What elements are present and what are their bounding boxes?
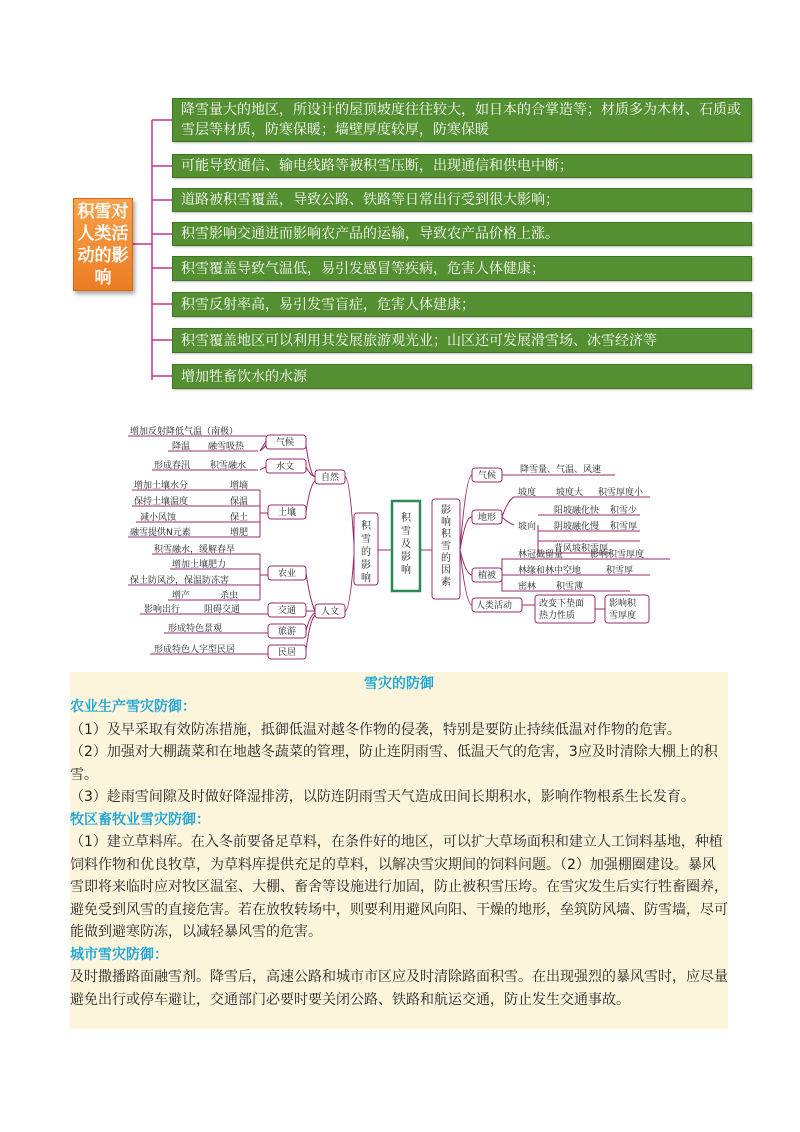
leaf-r-sunny-b: 积雪少: [610, 506, 638, 516]
root-node: 积雪对人类活动的影响: [73, 198, 133, 291]
city-item: 及时撒播路面融雪剂。降雪后，高速公路和城市市区应及时清除路面积雪。在出现强烈的暴风雪时，应尽量避免出行或停车避让，交通部门必要时要关闭公路、铁路和航运交通，防止发生交通事故。: [70, 969, 728, 1008]
leaf-soil4-b: 增肥: [230, 528, 249, 538]
branch-livestock-water: 增加牲畜饮水的水源: [172, 364, 752, 389]
leaf-r-gap-a: 林缘和林中空地: [518, 566, 582, 576]
label-transport: 交通: [278, 606, 297, 616]
agri-item-1: （1）及早采取有效防冻措施，抵御低温对越冬作物的侵袭，特别是要防止持续低温对作物的危害。: [70, 721, 681, 738]
leaf-flood-b: 积雪融水: [210, 461, 247, 471]
agri-item-2: （2）加强对大棚蔬菜和在地越冬蔬菜的管理，防止连阴雨雪、低温天气的危害，3应及时清除大棚上的积雪。: [70, 744, 718, 783]
pasture-item: （1）建立草料库。在入冬前要备足草料，在条件好的地区，可以扩大草场面积和建立人工饲料基地，种植饲料作物和优良牧草，为草料库提供充足的草料，以解决雪灾期间的饲料问题。（2）加强棚圈建设。暴风雪即将来临时应对牧区温室、大棚、畜舍等设施进行加固，防止被积雪压垮。在雪灾发生后实行牲畜圈养，避免受到风雪的直接危害。若在放牧转场中，则要利用避风向阳、干燥的地形，垒筑防风墙、防雪墙，尽可能做到避寒防冻，以减轻暴风雪的危害。: [70, 834, 728, 940]
label-agriculture: 农业: [278, 569, 297, 579]
label-hydrology: 水文: [276, 462, 295, 472]
leaf-cooling: 增加反射降低气温（南极）: [130, 427, 239, 437]
snow-disaster-defense: [70, 672, 728, 1029]
city-heading: 城市雪灾防御：: [70, 946, 168, 963]
leaf-flood-a: 形成春汛: [154, 461, 191, 471]
label-center: 积雪及影响: [401, 513, 411, 576]
leaf-agri2: 保土防风沙，保温防冻害: [130, 576, 230, 586]
agri-heading: 农业生产雪灾防御：: [70, 699, 196, 715]
leaf-r-climate: 降雪量、气温、风速: [520, 465, 602, 475]
leaf-r-shady-a: 阴坡融化慢: [554, 522, 600, 532]
leaf-r-dense-a: 密林: [518, 582, 537, 592]
branch-health-cold: 积雪覆盖导致气温低，易引发感冒等疾病，危害人体健康；: [172, 256, 752, 281]
leaf-cooling-a: 降温: [172, 442, 191, 452]
label-human-activity: 人类活动: [476, 601, 513, 611]
label-climate-right: 气候: [478, 471, 497, 481]
leaf-r-sunny-a: 阳坡融化快: [554, 506, 600, 516]
leaf-r-shady-b: 积雪厚: [610, 522, 638, 532]
leaf-soil3-a: 减小风蚀: [140, 513, 177, 523]
leaf-soil1-a: 增加土壤水分: [134, 481, 189, 491]
leaf-r-aspect: 坡向: [518, 522, 537, 532]
mindmap2-canvas: [110, 415, 710, 665]
leaf-agri1: 增加土壤肥力: [172, 560, 227, 570]
branch-power-lines: 可能导致通信、输电线路等被积雪压断，出现通信和供电中断；: [172, 154, 752, 178]
leaf-tour: 形成特色景观: [168, 624, 223, 634]
leaf-soil3-b: 保土: [230, 513, 249, 523]
branch-agri-transport: 积雪影响交通进而影响农产品的运输，导致农产品价格上涨。: [172, 222, 752, 246]
branch-tourism: 积雪覆盖地区可以利用其发展旅游观光业；山区还可发展滑雪场、冰雪经济等: [172, 328, 752, 353]
leaf-house: 形成特色人字型民居: [154, 645, 236, 655]
label-soil: 土壤: [278, 508, 297, 518]
label-housing: 民居: [278, 648, 297, 658]
leaf-soil1-b: 增墒: [230, 481, 249, 491]
label-vegetation: 植被: [478, 571, 497, 581]
label-terrain: 地形: [478, 513, 497, 523]
pasture-heading: 牧区畜牧业雪灾防御：: [70, 811, 210, 828]
label-right-hub: 影响积雪的因素: [441, 505, 451, 588]
leaf-agri0: 积雪融水，缓解春旱: [154, 545, 236, 555]
label-climate-left: 气候: [276, 438, 295, 448]
leaf-cooling-b: 融雪吸热: [208, 442, 245, 452]
label-human: 人文: [321, 607, 340, 617]
leaf-trans-b: 阻碍交通: [204, 605, 241, 615]
label-surface-change-2: 热力性质: [539, 611, 576, 621]
leaf-r-dense-b: 积雪薄: [556, 582, 584, 592]
label-nature: 自然: [321, 473, 340, 483]
branch-snow-blindness: 积雪反射率高，易引发雪盲症，危害人体建康；: [172, 292, 752, 317]
leaf-r-slope-a: 坡度: [518, 488, 537, 498]
label-tourism: 旅游: [278, 627, 297, 637]
section-title: 雪灾的防御: [364, 676, 434, 692]
leaf-agri3-a: 增产: [172, 591, 191, 601]
label-surface-change-1: 改变下垫面: [539, 599, 585, 609]
impact-mindmap: [0, 0, 800, 400]
agri-item-3: （3）趁雨雪间隙及时做好降湿排涝，以防连阴雨雪天气造成田间长期积水，影响作物根系生长发育。: [70, 789, 695, 805]
leaf-r-slope-c: 积雪厚度小: [598, 488, 644, 498]
leaf-r-gap-b: 积雪厚: [606, 566, 634, 576]
leaf-r-slope-b: 坡度大: [556, 488, 584, 498]
leaf-r-canopy-a: 林冠截留量: [518, 550, 564, 560]
label-left-hub: 积雪的影响: [361, 521, 371, 584]
branch-road-traffic: 道路被积雪覆盖，导致公路、铁路等日常出行受到很大影响；: [172, 188, 752, 212]
leaf-soil4-a: 融雪提供N元素: [130, 528, 191, 538]
label-affect-depth-2: 雪厚度: [609, 611, 637, 621]
branch-housing: 降雪量大的地区，所设计的屋顶坡度往往较大，如日本的合掌造等；材质多为木材、石质或雪层等材质，防寒保暖；墙壁厚度较厚，防寒保暖: [172, 98, 752, 142]
leaf-trans-a: 影响出行: [144, 605, 181, 615]
label-affect-depth-1: 影响积: [609, 599, 637, 609]
leaf-r-lee: 背风坡积雪厚: [554, 544, 609, 554]
leaf-agri3-b: 杀虫: [220, 591, 239, 601]
leaf-soil2-b: 保温: [230, 497, 249, 507]
snow-factors-mindmap: [110, 415, 710, 665]
leaf-soil2-a: 保持土壤温度: [134, 497, 189, 507]
leaf-r-canopy-b: 影响积雪厚度: [590, 550, 645, 560]
